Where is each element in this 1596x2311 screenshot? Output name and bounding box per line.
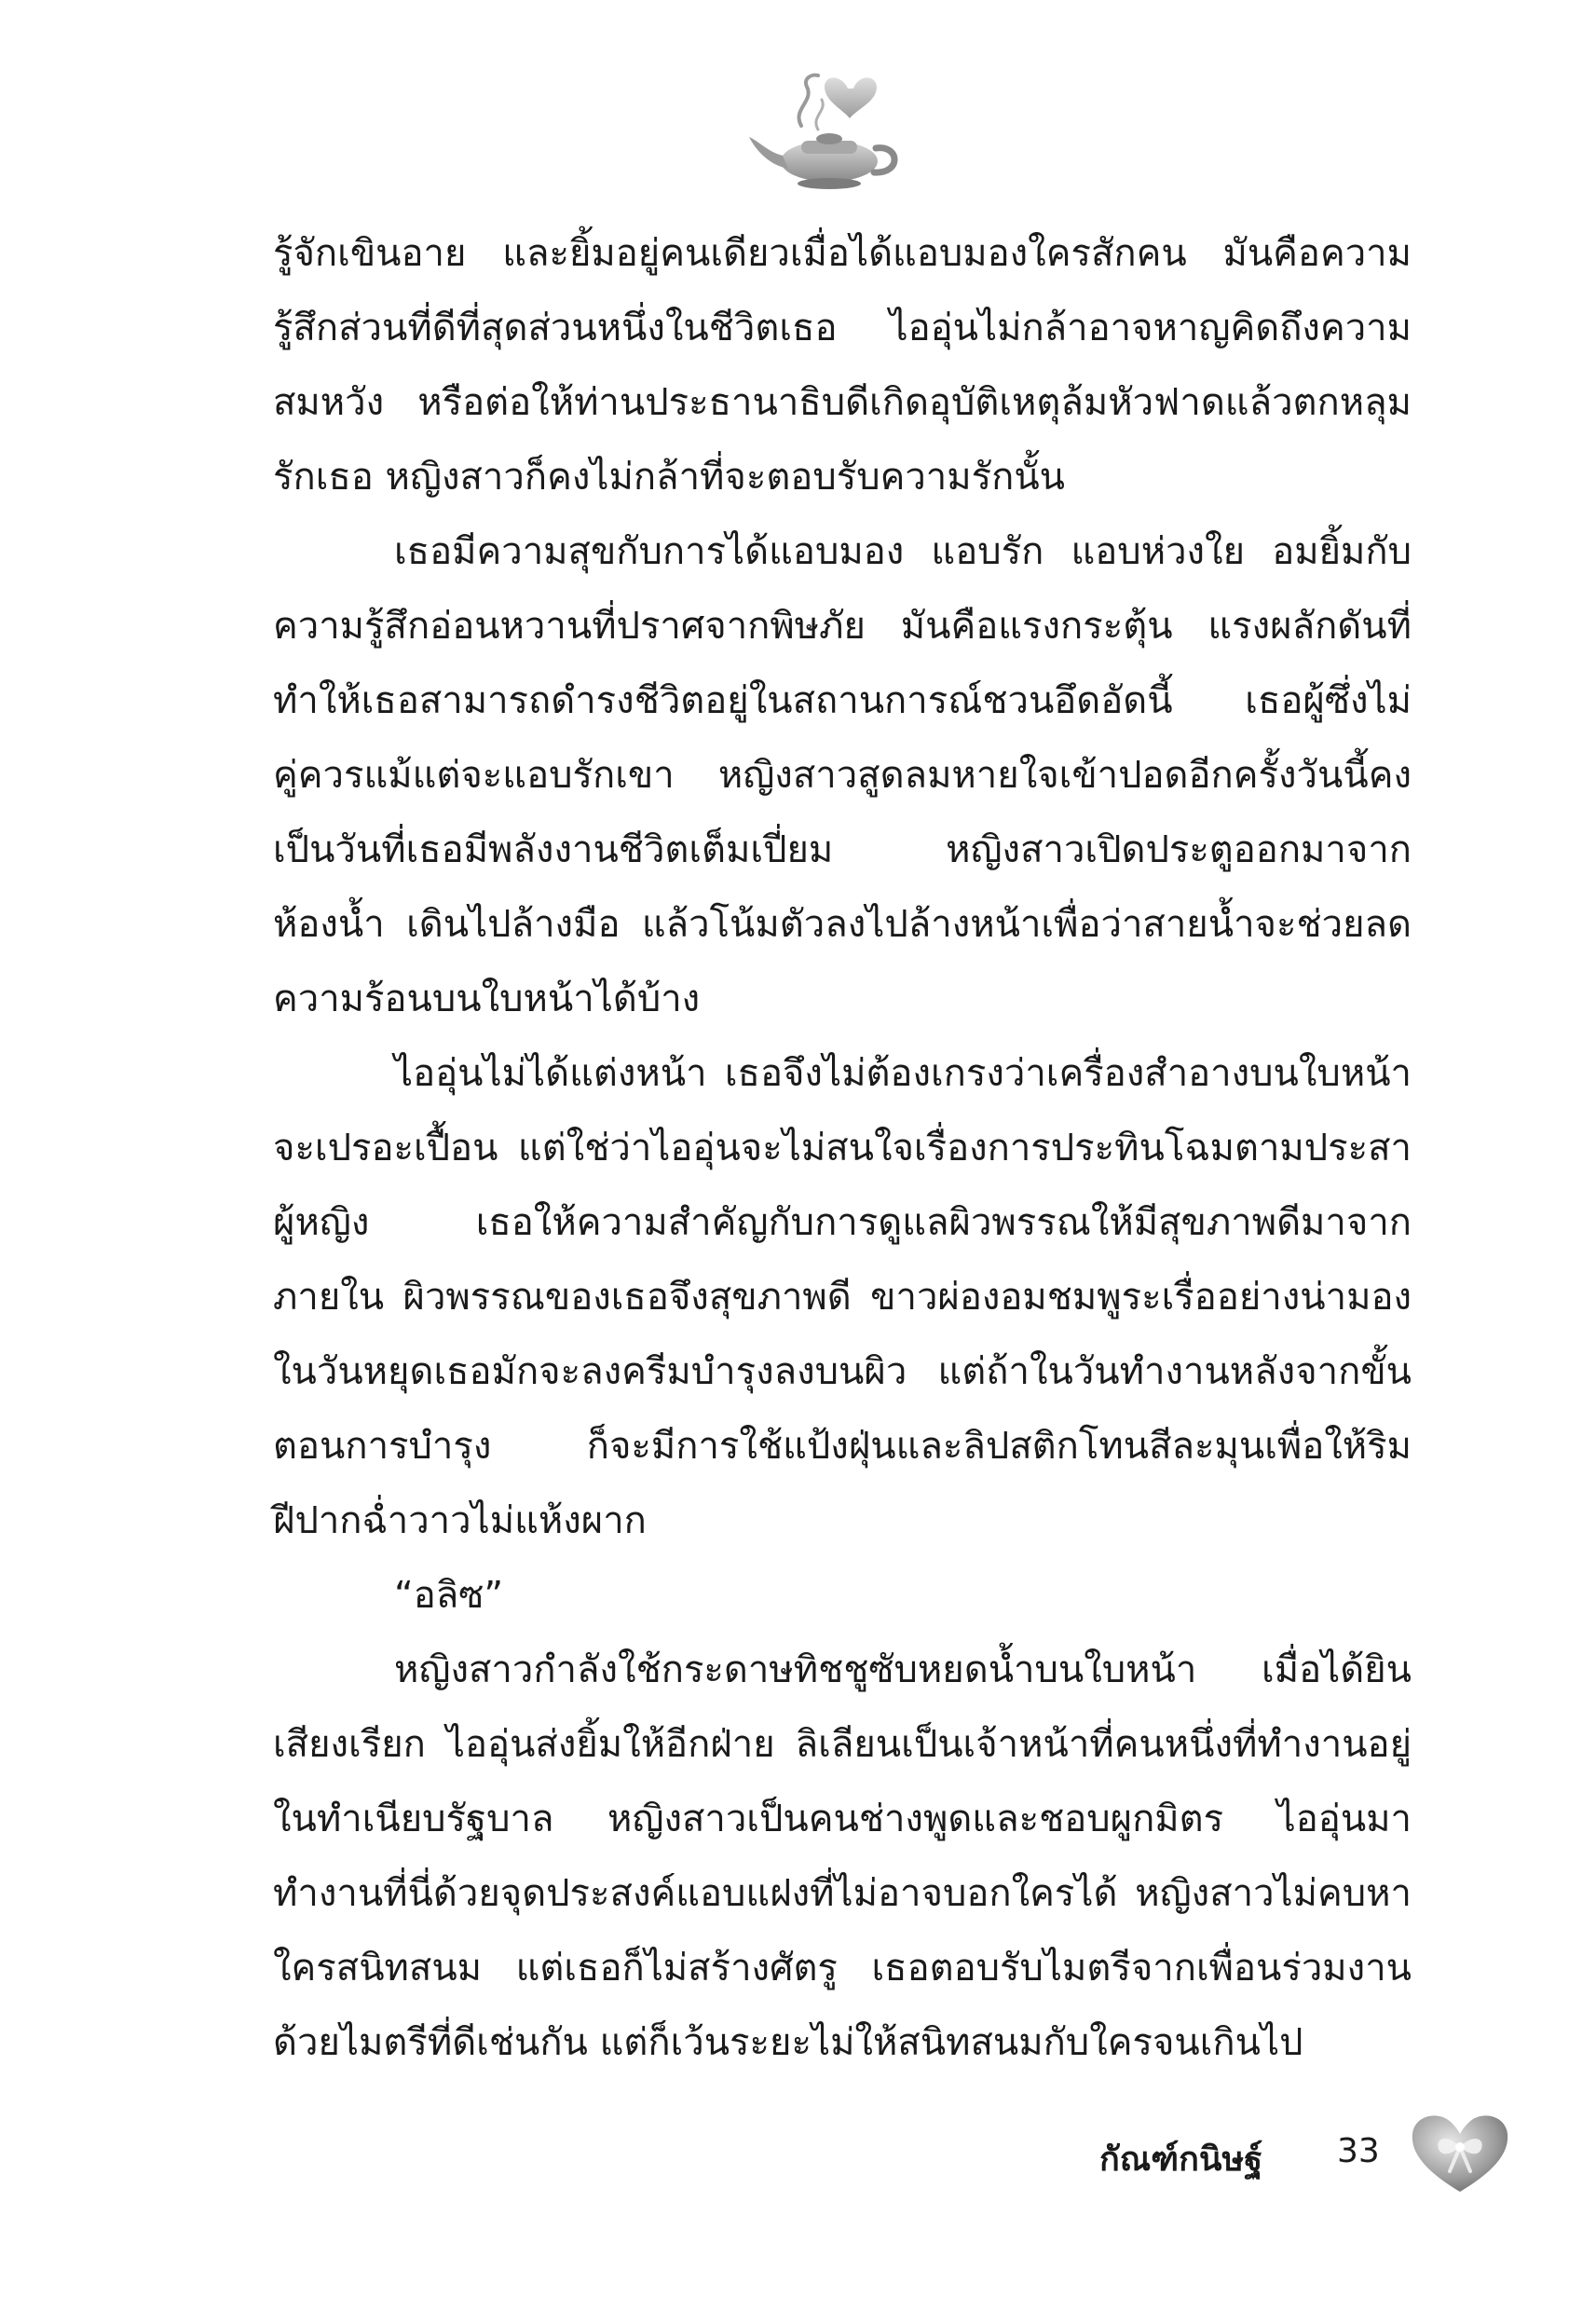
- page-footer: [1099, 2106, 1528, 2199]
- heart-ribbon-icon: [1407, 2106, 1514, 2199]
- book-title: กัณฑ์กนิษฐ์: [1099, 2140, 1263, 2179]
- paragraph: หญิงสาวกำลังใช้กระดาษทิชชูซับหยดน้ำบนใบหน้า เมื่อได้ยินเสียงเรียก ไออุ่นส่งยิ้มให้อีกฝ่าย ลิเลียนเป็นเจ้าหน้าที่คนหนึ่งที่ทำงานอยู่ในทำเนียบรัฐบาล หญิงสาวเป็นคนช่างพูดและชอบผูกมิตร ไออุ่นมาทำงานที่นี่ด้วยจุดประสงค์แอบแฝงที่ไม่อาจบอกใครได้ หญิงสาวไม่คบหาใครสนิทสนม แต่เธอก็ไม่สร้างศัตรู เธอตอบรับไมตรีจากเพื่อนร่วมงานด้วยไมตรีที่ดีเช่นกัน แต่ก็เว้นระยะไม่ให้สนิทสนมกับใครจนเกินไป: [273, 1648, 1412, 2064]
- paragraph: ไออุ่นไม่ได้แต่งหน้า เธอจึงไม่ต้องเกรงว่าเครื่องสำอางบนใบหน้าจะเปรอะเปื้อน แต่ใช่ว่าไออุ่นจะไม่สนใจเรื่องการประทินโฉมตามประสาผู้หญิง เธอให้ความสำคัญกับการดูแลผิวพรรณให้มีสุขภาพดีมาจากภายใน ผิวพรรณของเธอจึงสุขภาพดี ขาวผ่องอมชมพูระเรื่ออย่างน่ามองในวันหยุดเธอมักจะลงครีมบำรุงลงบนผิว แต่ถ้าในวันทำงานหลังจากขั้นตอนการบำรุง ก็จะมีการใช้แป้งฝุ่นและลิปสติกโทนสีละมุนเพื่อให้ริมฝีปากฉ่ำวาวไม่แห้งผาก: [273, 1052, 1412, 1542]
- teapot-heart-ornament-icon: [736, 51, 922, 200]
- page-number: 33: [1337, 2132, 1380, 2170]
- paragraph: รู้จักเขินอาย และยิ้มอยู่คนเดียวเมื่อได้แอบมองใครสักคน มันคือความรู้สึกส่วนที่ดีที่สุดส่วนหนึ่งในชีวิตเธอ ไออุ่นไม่กล้าอาจหาญคิดถึงความสมหวัง หรือต่อให้ท่านประธานาธิบดีเกิดอุบัติเหตุล้มหัวฟาดแล้วตกหลุมรักเธอ หญิงสาวก็คงไม่กล้าที่จะตอบรับความรักนั้น: [273, 232, 1412, 499]
- body-text: [273, 216, 1412, 2080]
- paragraph: เธอมีความสุขกับการได้แอบมอง แอบรัก แอบห่วงใย อมยิ้มกับความรู้สึกอ่อนหวานที่ปราศจากพิษภัย มันคือแรงกระตุ้น แรงผลักดันที่ทำให้เธอสามารถดำรงชีวิตอยู่ในสถานการณ์ชวนอึดอัดนี้ เธอผู้ซึ่งไม่คู่ควรแม้แต่จะแอบรักเขา หญิงสาวสูดลมหายใจเข้าปอดอีกครั้งวันนี้คงเป็นวันที่เธอมีพลังงานชีวิตเต็มเปี่ยม หญิงสาวเปิดประตูออกมาจากห้องน้ำ เดินไปล้างมือ แล้วโน้มตัวลงไปล้างหน้าเพื่อว่าสายน้ำจะช่วยลดความร้อนบนใบหน้าได้บ้าง: [273, 530, 1412, 1020]
- dialogue-line: “อลิซ”: [394, 1574, 504, 1617]
